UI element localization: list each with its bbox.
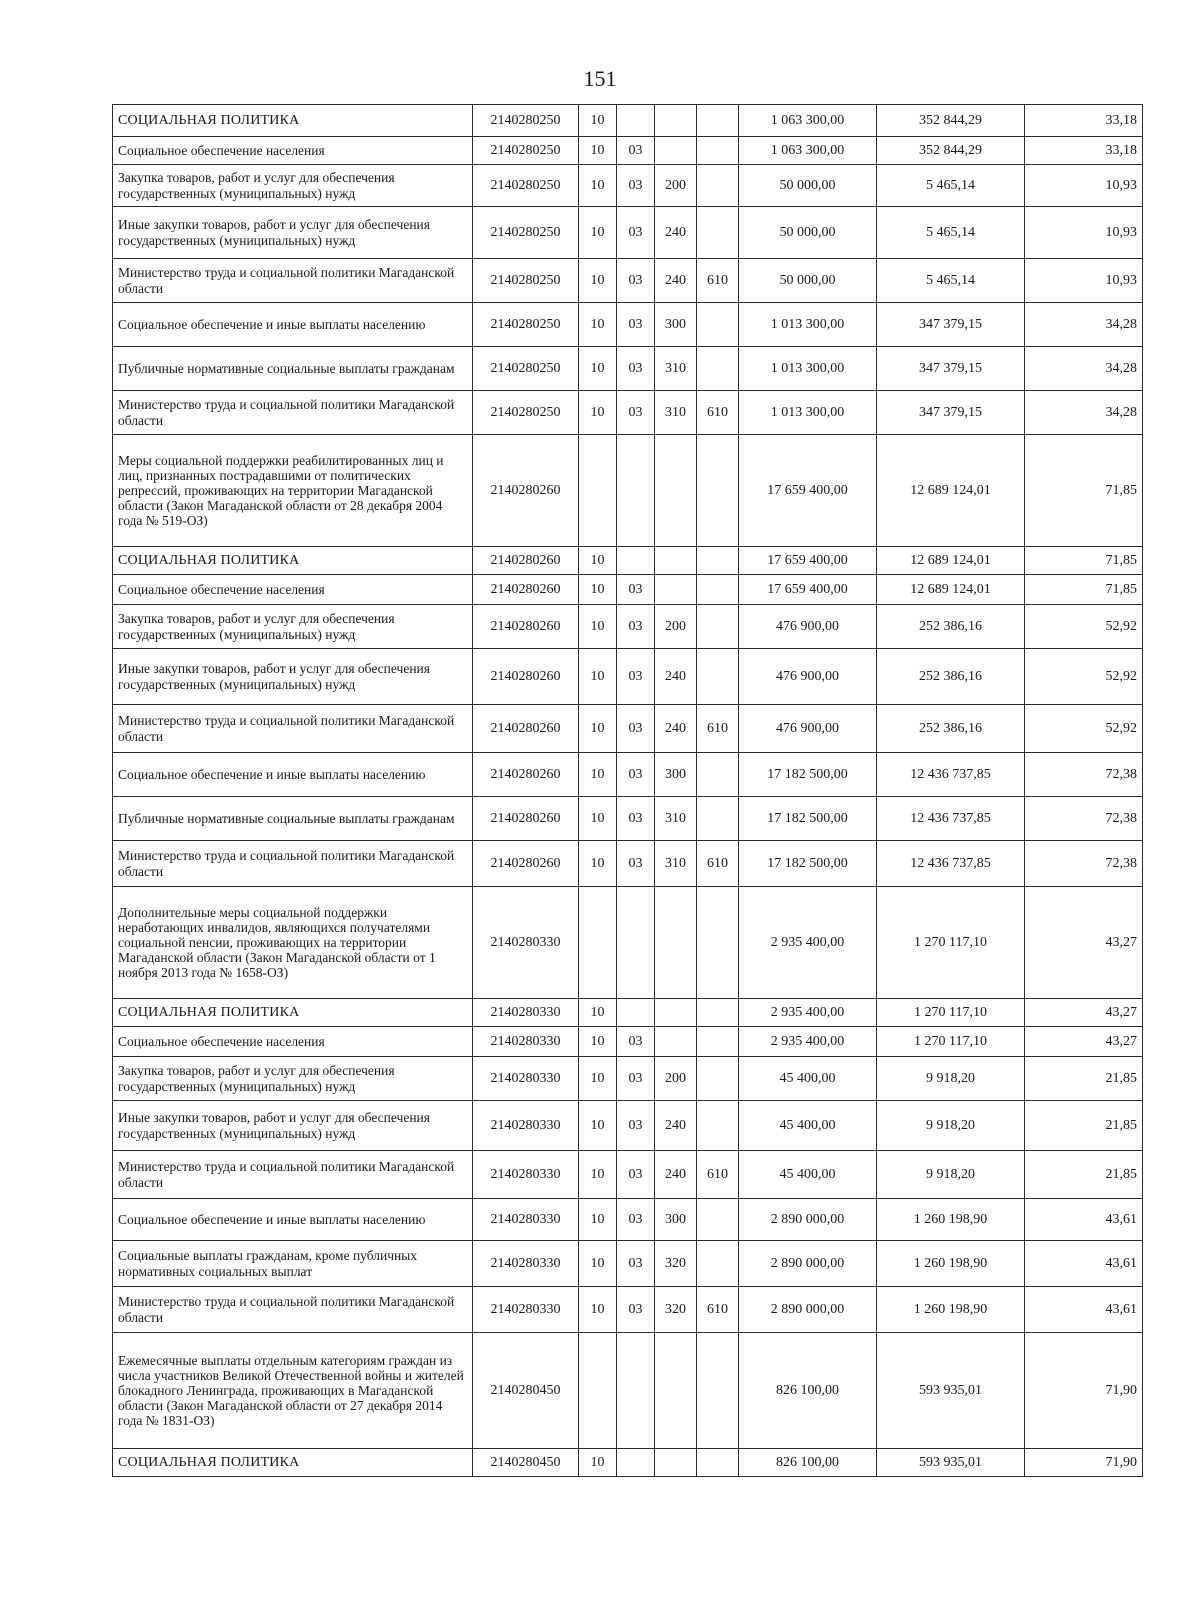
- cell-name: Министерство труда и социальной политики Магаданской области: [113, 705, 473, 753]
- cell-name: СОЦИАЛЬНАЯ ПОЛИТИКА: [113, 105, 473, 137]
- cell-pct: 21,85: [1025, 1101, 1143, 1151]
- cell-code: 2140280260: [473, 705, 579, 753]
- cell-code: 2140280260: [473, 575, 579, 605]
- cell-code: 2140280250: [473, 391, 579, 435]
- cell-sub: [617, 435, 655, 547]
- table-row: [113, 165, 1143, 207]
- cell-name: Дополнительные меры социальной поддержки неработающих инвалидов, являющихся получателями социальной пенсии, проживающих на территории Магаданской области (Закон Магаданской области от 1 ноября 2013 года № 1658-ОЗ): [113, 887, 473, 999]
- table-row: [113, 1333, 1143, 1449]
- cell-pct: 43,27: [1025, 1027, 1143, 1057]
- cell-code: 2140280260: [473, 841, 579, 887]
- cell-code: 2140280260: [473, 649, 579, 705]
- cell-sec: [579, 1333, 617, 1449]
- cell-sub: 03: [617, 797, 655, 841]
- cell-name: Социальное обеспечение населения: [113, 137, 473, 165]
- cell-pct: 43,27: [1025, 887, 1143, 999]
- cell-plan: 2 890 000,00: [739, 1199, 877, 1241]
- cell-name: Публичные нормативные социальные выплаты гражданам: [113, 347, 473, 391]
- cell-dept: [697, 137, 739, 165]
- cell-pct: 72,38: [1025, 841, 1143, 887]
- cell-sub: 03: [617, 1287, 655, 1333]
- cell-vr: 200: [655, 165, 697, 207]
- cell-dept: [697, 999, 739, 1027]
- cell-sub: 03: [617, 649, 655, 705]
- cell-exec: 252 386,16: [877, 705, 1025, 753]
- cell-pct: 43,27: [1025, 999, 1143, 1027]
- cell-pct: 72,38: [1025, 753, 1143, 797]
- cell-dept: 610: [697, 841, 739, 887]
- cell-code: 2140280250: [473, 347, 579, 391]
- cell-pct: 43,61: [1025, 1199, 1143, 1241]
- table-row: [113, 303, 1143, 347]
- cell-dept: [697, 435, 739, 547]
- cell-vr: 320: [655, 1287, 697, 1333]
- cell-code: 2140280250: [473, 259, 579, 303]
- cell-sub: [617, 547, 655, 575]
- cell-plan: 50 000,00: [739, 165, 877, 207]
- table-row: [113, 105, 1143, 137]
- cell-code: 2140280250: [473, 137, 579, 165]
- cell-pct: 72,38: [1025, 797, 1143, 841]
- cell-dept: 610: [697, 259, 739, 303]
- cell-pct: 43,61: [1025, 1241, 1143, 1287]
- cell-sec: 10: [579, 347, 617, 391]
- cell-exec: 347 379,15: [877, 391, 1025, 435]
- cell-vr: 300: [655, 753, 697, 797]
- cell-exec: 9 918,20: [877, 1151, 1025, 1199]
- cell-sec: 10: [579, 797, 617, 841]
- cell-sub: 03: [617, 303, 655, 347]
- cell-vr: 200: [655, 605, 697, 649]
- cell-vr: 310: [655, 391, 697, 435]
- cell-code: 2140280250: [473, 165, 579, 207]
- cell-sub: [617, 1449, 655, 1477]
- cell-dept: 610: [697, 705, 739, 753]
- cell-vr: 240: [655, 259, 697, 303]
- cell-pct: 71,90: [1025, 1333, 1143, 1449]
- cell-code: 2140280250: [473, 303, 579, 347]
- cell-exec: 12 689 124,01: [877, 547, 1025, 575]
- page-number: 151: [583, 66, 617, 91]
- cell-sub: [617, 887, 655, 999]
- cell-plan: 826 100,00: [739, 1333, 877, 1449]
- cell-sec: 10: [579, 105, 617, 137]
- cell-pct: 21,85: [1025, 1151, 1143, 1199]
- cell-dept: 610: [697, 1287, 739, 1333]
- cell-sub: 03: [617, 605, 655, 649]
- cell-plan: 45 400,00: [739, 1057, 877, 1101]
- cell-sub: 03: [617, 259, 655, 303]
- cell-pct: 52,92: [1025, 705, 1143, 753]
- cell-exec: 12 436 737,85: [877, 841, 1025, 887]
- cell-plan: 2 890 000,00: [739, 1241, 877, 1287]
- cell-dept: [697, 105, 739, 137]
- cell-plan: 826 100,00: [739, 1449, 877, 1477]
- cell-vr: 320: [655, 1241, 697, 1287]
- cell-code: 2140280250: [473, 207, 579, 259]
- cell-name: Социальное обеспечение и иные выплаты населению: [113, 303, 473, 347]
- cell-exec: 593 935,01: [877, 1333, 1025, 1449]
- cell-code: 2140280330: [473, 1151, 579, 1199]
- cell-vr: [655, 137, 697, 165]
- cell-sec: 10: [579, 137, 617, 165]
- cell-sub: 03: [617, 391, 655, 435]
- cell-pct: 34,28: [1025, 303, 1143, 347]
- table-row: [113, 1027, 1143, 1057]
- table-row: [113, 1151, 1143, 1199]
- cell-name: Меры социальной поддержки реабилитированных лиц и лиц, признанных пострадавшими от политических репрессий, проживающих на территории Магаданской области (Закон Магаданской области от 28 декабря 2004 года № 519-ОЗ): [113, 435, 473, 547]
- cell-dept: 610: [697, 1151, 739, 1199]
- cell-exec: 252 386,16: [877, 605, 1025, 649]
- cell-vr: [655, 1449, 697, 1477]
- cell-vr: 240: [655, 649, 697, 705]
- cell-plan: 1 063 300,00: [739, 105, 877, 137]
- cell-sub: 03: [617, 1151, 655, 1199]
- cell-pct: 10,93: [1025, 165, 1143, 207]
- cell-exec: 252 386,16: [877, 649, 1025, 705]
- cell-vr: [655, 999, 697, 1027]
- cell-plan: 476 900,00: [739, 705, 877, 753]
- cell-plan: 2 935 400,00: [739, 999, 877, 1027]
- cell-dept: [697, 1333, 739, 1449]
- cell-exec: 1 270 117,10: [877, 999, 1025, 1027]
- cell-code: 2140280330: [473, 1199, 579, 1241]
- cell-dept: [697, 1241, 739, 1287]
- cell-pct: 34,28: [1025, 391, 1143, 435]
- cell-name: СОЦИАЛЬНАЯ ПОЛИТИКА: [113, 999, 473, 1027]
- cell-vr: [655, 435, 697, 547]
- cell-pct: 71,85: [1025, 575, 1143, 605]
- cell-sub: 03: [617, 137, 655, 165]
- cell-code: 2140280330: [473, 1287, 579, 1333]
- cell-exec: 1 260 198,90: [877, 1199, 1025, 1241]
- cell-pct: 33,18: [1025, 105, 1143, 137]
- cell-sub: [617, 999, 655, 1027]
- cell-sec: 10: [579, 649, 617, 705]
- cell-code: 2140280260: [473, 797, 579, 841]
- cell-name: Закупка товаров, работ и услуг для обеспечения государственных (муниципальных) нужд: [113, 605, 473, 649]
- cell-dept: [697, 1027, 739, 1057]
- cell-plan: 50 000,00: [739, 207, 877, 259]
- cell-plan: 17 182 500,00: [739, 841, 877, 887]
- cell-sub: 03: [617, 1241, 655, 1287]
- cell-sec: 10: [579, 1241, 617, 1287]
- cell-name: Публичные нормативные социальные выплаты гражданам: [113, 797, 473, 841]
- cell-plan: 2 890 000,00: [739, 1287, 877, 1333]
- cell-name: Социальное обеспечение и иные выплаты населению: [113, 1199, 473, 1241]
- table-row: [113, 1287, 1143, 1333]
- cell-plan: 1 013 300,00: [739, 347, 877, 391]
- cell-exec: 347 379,15: [877, 303, 1025, 347]
- table-row: [113, 547, 1143, 575]
- cell-name: Министерство труда и социальной политики Магаданской области: [113, 1151, 473, 1199]
- cell-dept: [697, 887, 739, 999]
- table-row: [113, 999, 1143, 1027]
- cell-pct: 52,92: [1025, 605, 1143, 649]
- cell-exec: 1 260 198,90: [877, 1287, 1025, 1333]
- cell-pct: 71,90: [1025, 1449, 1143, 1477]
- cell-exec: 5 465,14: [877, 165, 1025, 207]
- cell-name: Министерство труда и социальной политики Магаданской области: [113, 391, 473, 435]
- table-row: [113, 649, 1143, 705]
- cell-vr: 200: [655, 1057, 697, 1101]
- cell-exec: 9 918,20: [877, 1057, 1025, 1101]
- cell-code: 2140280330: [473, 1057, 579, 1101]
- cell-dept: [697, 347, 739, 391]
- cell-sub: 03: [617, 1027, 655, 1057]
- cell-sec: 10: [579, 1027, 617, 1057]
- cell-name: Министерство труда и социальной политики Магаданской области: [113, 1287, 473, 1333]
- cell-sec: [579, 887, 617, 999]
- table-row: [113, 1199, 1143, 1241]
- cell-sub: 03: [617, 1101, 655, 1151]
- cell-sub: 03: [617, 207, 655, 259]
- cell-plan: 17 182 500,00: [739, 753, 877, 797]
- cell-sub: 03: [617, 1199, 655, 1241]
- cell-vr: 310: [655, 347, 697, 391]
- cell-dept: [697, 1101, 739, 1151]
- cell-sec: 10: [579, 207, 617, 259]
- cell-plan: 1 013 300,00: [739, 391, 877, 435]
- cell-exec: 5 465,14: [877, 259, 1025, 303]
- table-row: [113, 391, 1143, 435]
- cell-dept: [697, 1199, 739, 1241]
- cell-plan: 1 013 300,00: [739, 303, 877, 347]
- budget-execution-table: [112, 104, 1143, 1477]
- cell-code: 2140280330: [473, 1101, 579, 1151]
- cell-sec: 10: [579, 705, 617, 753]
- cell-vr: 310: [655, 797, 697, 841]
- cell-sub: 03: [617, 1057, 655, 1101]
- cell-vr: 240: [655, 705, 697, 753]
- cell-name: Закупка товаров, работ и услуг для обеспечения государственных (муниципальных) нужд: [113, 165, 473, 207]
- cell-vr: 240: [655, 207, 697, 259]
- table-row: [113, 1449, 1143, 1477]
- cell-vr: 300: [655, 1199, 697, 1241]
- cell-sec: 10: [579, 575, 617, 605]
- cell-name: СОЦИАЛЬНАЯ ПОЛИТИКА: [113, 1449, 473, 1477]
- table-body: [113, 105, 1143, 1477]
- cell-dept: [697, 605, 739, 649]
- cell-plan: 2 935 400,00: [739, 1027, 877, 1057]
- cell-pct: 71,85: [1025, 547, 1143, 575]
- cell-vr: 240: [655, 1101, 697, 1151]
- cell-pct: 34,28: [1025, 347, 1143, 391]
- cell-code: 2140280330: [473, 887, 579, 999]
- cell-plan: 476 900,00: [739, 649, 877, 705]
- table-row: [113, 1101, 1143, 1151]
- cell-dept: 610: [697, 391, 739, 435]
- cell-sec: 10: [579, 547, 617, 575]
- cell-name: Министерство труда и социальной политики Магаданской области: [113, 841, 473, 887]
- cell-sub: 03: [617, 165, 655, 207]
- cell-name: Социальное обеспечение и иные выплаты населению: [113, 753, 473, 797]
- cell-sec: 10: [579, 303, 617, 347]
- table-row: [113, 705, 1143, 753]
- cell-name: Иные закупки товаров, работ и услуг для обеспечения государственных (муниципальных) нужд: [113, 1101, 473, 1151]
- cell-sec: 10: [579, 1101, 617, 1151]
- cell-name: СОЦИАЛЬНАЯ ПОЛИТИКА: [113, 547, 473, 575]
- cell-dept: [697, 753, 739, 797]
- cell-plan: 17 659 400,00: [739, 547, 877, 575]
- cell-plan: 2 935 400,00: [739, 887, 877, 999]
- cell-exec: 352 844,29: [877, 137, 1025, 165]
- table-row: [113, 841, 1143, 887]
- cell-vr: [655, 1333, 697, 1449]
- cell-sub: 03: [617, 705, 655, 753]
- table-row: [113, 797, 1143, 841]
- cell-code: 2140280330: [473, 1241, 579, 1287]
- cell-pct: 21,85: [1025, 1057, 1143, 1101]
- cell-exec: 9 918,20: [877, 1101, 1025, 1151]
- cell-pct: 10,93: [1025, 259, 1143, 303]
- cell-sub: 03: [617, 575, 655, 605]
- cell-pct: 52,92: [1025, 649, 1143, 705]
- cell-sub: [617, 105, 655, 137]
- cell-plan: 1 063 300,00: [739, 137, 877, 165]
- table-row: [113, 605, 1143, 649]
- cell-exec: 1 270 117,10: [877, 887, 1025, 999]
- cell-name: Иные закупки товаров, работ и услуг для обеспечения государственных (муниципальных) нужд: [113, 649, 473, 705]
- cell-name: Социальное обеспечение населения: [113, 1027, 473, 1057]
- table-row: [113, 347, 1143, 391]
- cell-dept: [697, 575, 739, 605]
- cell-code: 2140280260: [473, 547, 579, 575]
- cell-sec: 10: [579, 605, 617, 649]
- cell-vr: 240: [655, 1151, 697, 1199]
- cell-sub: [617, 1333, 655, 1449]
- table-row: [113, 1241, 1143, 1287]
- cell-vr: [655, 547, 697, 575]
- cell-name: Закупка товаров, работ и услуг для обеспечения государственных (муниципальных) нужд: [113, 1057, 473, 1101]
- cell-sec: 10: [579, 841, 617, 887]
- cell-dept: [697, 797, 739, 841]
- cell-plan: 17 182 500,00: [739, 797, 877, 841]
- table-row: [113, 1057, 1143, 1101]
- table-row: [113, 207, 1143, 259]
- cell-sub: 03: [617, 347, 655, 391]
- cell-sec: 10: [579, 1287, 617, 1333]
- cell-sec: 10: [579, 1151, 617, 1199]
- table-row: [113, 435, 1143, 547]
- cell-sec: 10: [579, 1449, 617, 1477]
- cell-vr: [655, 1027, 697, 1057]
- cell-plan: 50 000,00: [739, 259, 877, 303]
- cell-exec: 593 935,01: [877, 1449, 1025, 1477]
- cell-pct: 43,61: [1025, 1287, 1143, 1333]
- cell-vr: 300: [655, 303, 697, 347]
- cell-name: Министерство труда и социальной политики Магаданской области: [113, 259, 473, 303]
- cell-sec: 10: [579, 999, 617, 1027]
- cell-sec: 10: [579, 259, 617, 303]
- cell-plan: 17 659 400,00: [739, 435, 877, 547]
- cell-plan: 17 659 400,00: [739, 575, 877, 605]
- cell-vr: [655, 105, 697, 137]
- cell-sec: 10: [579, 391, 617, 435]
- cell-code: 2140280260: [473, 435, 579, 547]
- cell-dept: [697, 649, 739, 705]
- cell-sec: 10: [579, 1057, 617, 1101]
- cell-exec: 12 436 737,85: [877, 797, 1025, 841]
- cell-code: 2140280250: [473, 105, 579, 137]
- cell-dept: [697, 303, 739, 347]
- table-row: [113, 575, 1143, 605]
- cell-name: Ежемесячные выплаты отдельным категориям граждан из числа участников Великой Отечественной войны и жителей блокадного Ленинграда, проживающих в Магаданской области (Закон Магаданской области от 27 декабря 2014 года № 1831-ОЗ): [113, 1333, 473, 1449]
- cell-code: 2140280330: [473, 1027, 579, 1057]
- cell-vr: [655, 575, 697, 605]
- cell-code: 2140280260: [473, 605, 579, 649]
- cell-code: 2140280330: [473, 999, 579, 1027]
- cell-dept: [697, 1449, 739, 1477]
- cell-dept: [697, 547, 739, 575]
- cell-plan: 45 400,00: [739, 1101, 877, 1151]
- cell-exec: 1 270 117,10: [877, 1027, 1025, 1057]
- cell-vr: 310: [655, 841, 697, 887]
- cell-sec: [579, 435, 617, 547]
- cell-name: Иные закупки товаров, работ и услуг для обеспечения государственных (муниципальных) нужд: [113, 207, 473, 259]
- cell-exec: 347 379,15: [877, 347, 1025, 391]
- cell-exec: 1 260 198,90: [877, 1241, 1025, 1287]
- cell-exec: 12 436 737,85: [877, 753, 1025, 797]
- cell-sec: 10: [579, 753, 617, 797]
- table-row: [113, 259, 1143, 303]
- table-row: [113, 137, 1143, 165]
- cell-sub: 03: [617, 753, 655, 797]
- cell-sec: 10: [579, 1199, 617, 1241]
- cell-code: 2140280450: [473, 1449, 579, 1477]
- table-row: [113, 753, 1143, 797]
- cell-code: 2140280260: [473, 753, 579, 797]
- cell-dept: [697, 1057, 739, 1101]
- cell-name: Социальные выплаты гражданам, кроме публичных нормативных социальных выплат: [113, 1241, 473, 1287]
- cell-vr: [655, 887, 697, 999]
- cell-exec: 12 689 124,01: [877, 575, 1025, 605]
- cell-name: Социальное обеспечение населения: [113, 575, 473, 605]
- cell-exec: 5 465,14: [877, 207, 1025, 259]
- table-row: [113, 887, 1143, 999]
- cell-pct: 71,85: [1025, 435, 1143, 547]
- cell-pct: 10,93: [1025, 207, 1143, 259]
- cell-pct: 33,18: [1025, 137, 1143, 165]
- cell-dept: [697, 207, 739, 259]
- cell-sub: 03: [617, 841, 655, 887]
- cell-exec: 12 689 124,01: [877, 435, 1025, 547]
- cell-code: 2140280450: [473, 1333, 579, 1449]
- cell-plan: 476 900,00: [739, 605, 877, 649]
- cell-exec: 352 844,29: [877, 105, 1025, 137]
- cell-plan: 45 400,00: [739, 1151, 877, 1199]
- cell-sec: 10: [579, 165, 617, 207]
- cell-dept: [697, 165, 739, 207]
